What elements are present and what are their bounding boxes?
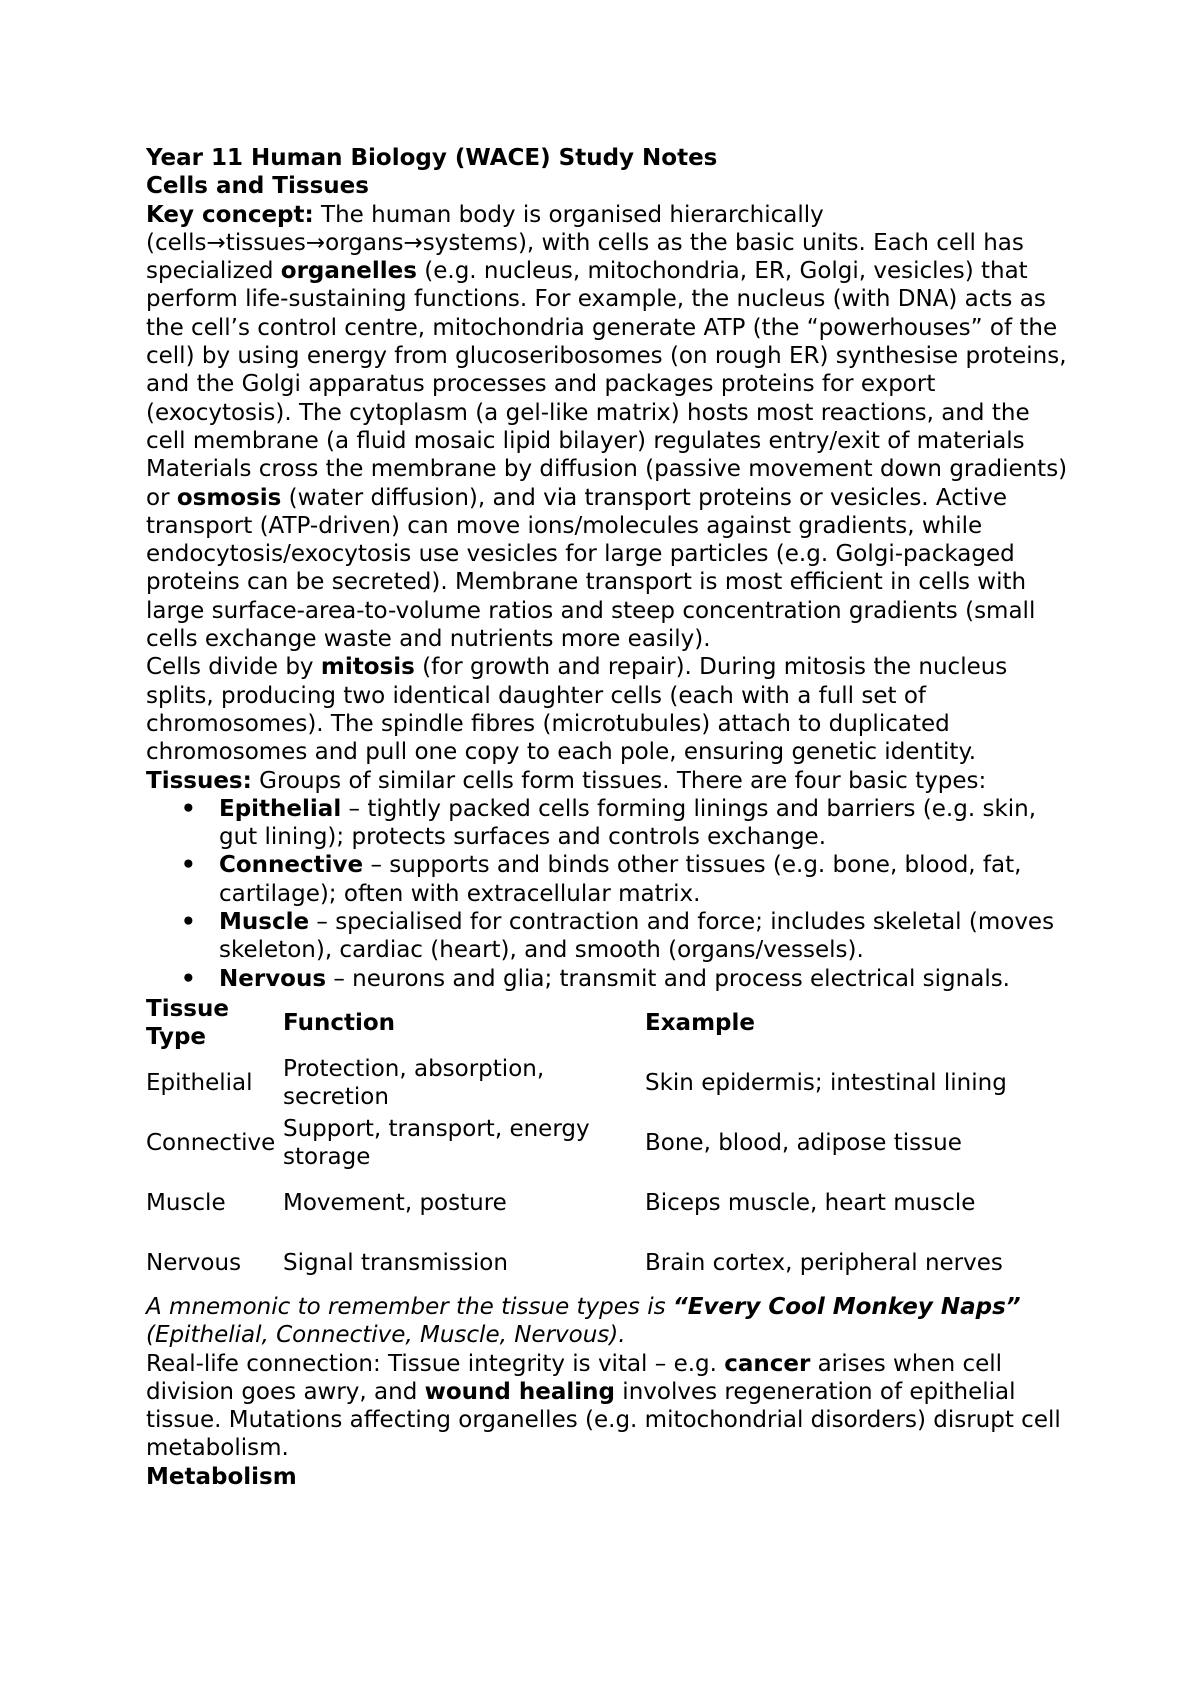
- mitosis-text-cont: (for growth and repair). During mitosis the nucleus splits, producing two identical daughter cells (each with a full set of chromosomes). The spindle fibres (microtubules) attach to duplicated chromosomes and pull one copy to each pole, ensuring genetic identity.: [146, 654, 1008, 766]
- wound-healing-term: wound healing: [424, 1378, 615, 1405]
- table-cell: Protection, absorption, secretion: [283, 1055, 545, 1110]
- list-item: [181, 795, 1076, 852]
- mnemonic-text-cont: (Epithelial, Connective, Muscle, Nervous).: [146, 1322, 626, 1349]
- mitosis-text: Cells divide by: [146, 654, 321, 681]
- tissues-intro-text: Groups of similar cells form tissues. There are four basic types:: [251, 767, 987, 794]
- table-row: [146, 1173, 1076, 1233]
- mnemonic-text: A mnemonic to remember the tissue types is: [146, 1293, 673, 1320]
- transport-text: Materials cross the membrane by diffusion (passive movement down gradients) or: [146, 456, 1068, 511]
- table-cell: Skin epidermis; intestinal lining: [645, 1069, 1007, 1096]
- table-cell: Connective: [146, 1129, 276, 1156]
- list-item-desc: – specialised for contraction and force; includes skeletal (moves skeleton), cardiac (heart), and smooth (organs/vessels).: [219, 909, 1055, 964]
- mnemonic-phrase: “Every Cool Monkey Naps”: [672, 1293, 1021, 1320]
- list-item: [181, 908, 1076, 965]
- real-life-text-cont: arises when cell division goes awry, and: [146, 1350, 1003, 1405]
- list-item-term: Epithelial: [219, 795, 342, 822]
- document-title: Year 11 Human Biology (WACE) Study Notes: [146, 145, 718, 171]
- real-life-text: Real-life connection: Tissue integrity is vital – e.g.: [146, 1350, 725, 1377]
- table-cell: Epithelial: [146, 1069, 253, 1096]
- bullet-icon: •: [181, 852, 196, 879]
- table-cell: Support, transport, energy storage: [283, 1115, 590, 1170]
- table-row: [146, 1113, 1076, 1173]
- mitosis-term: mitosis: [320, 654, 415, 681]
- cancer-term: cancer: [724, 1350, 811, 1377]
- list-item: [181, 851, 1076, 908]
- tissue-types-list: [146, 795, 1076, 993]
- list-item-term: Connective: [219, 852, 364, 879]
- table-header-cell: Tissue Type: [146, 995, 229, 1050]
- key-concept-text-cont: (e.g. nucleus, mitochondria, ER, Golgi, vesicles) that perform life-sustaining functions. For example, the nucleus (with DNA) acts as the cell’s control centre, mitochondria generate ATP (the “powerhouses” of the cell) by using energy from glucoseribosomes (on rough ER) synthesise proteins, and the Golgi apparatus processes and packages proteins for export (exocytosis). The cytoplasm (a gel-like matrix) hosts most reactions, and the cell membrane (a fluid mosaic lipid bilayer) regulates entry/exit of materials: [146, 258, 1067, 454]
- transport-text-cont: (water diffusion), and via transport proteins or vesicles. Active transport (ATP-driven) can move ions/molecules against gradients, while endocytosis/exocytosis use vesicles for large particles (e.g. Golgi-packaged proteins can be secreted). Membrane transport is most efficient in cells with large surface-area-to-volume ratios and steep concentration gradients (small cells exchange waste and nutrients more easily).: [146, 484, 1036, 653]
- mitosis-paragraph: [146, 653, 1076, 766]
- key-concept-paragraph: [146, 201, 1076, 456]
- real-life-paragraph: [146, 1350, 1076, 1463]
- bullet-icon: •: [181, 965, 196, 992]
- table-header-cell: Function: [283, 1009, 396, 1036]
- table-cell: Brain cortex, peripheral nerves: [645, 1249, 1003, 1276]
- mnemonic-paragraph: [146, 1293, 1076, 1350]
- section-heading-metabolism: Metabolism: [146, 1463, 297, 1490]
- tissue-table: [146, 993, 1076, 1293]
- document-body: [146, 144, 1076, 1491]
- tissues-label: Tissues:: [146, 767, 252, 794]
- table-header-row: [146, 993, 1076, 1053]
- list-item-desc: – neurons and glia; transmit and process electrical signals.: [326, 965, 1010, 992]
- table-cell: Signal transmission: [283, 1249, 508, 1276]
- key-concept-text: The human body is organised hierarchically (cells→tissues→organs→systems), with cells as the basic units. Each cell has specialized: [146, 201, 1024, 285]
- table-row: [146, 1053, 1076, 1113]
- list-item: [181, 965, 1076, 993]
- transport-paragraph: [146, 455, 1076, 653]
- table-header-cell: Example: [645, 1009, 755, 1036]
- osmosis-term: osmosis: [176, 484, 282, 511]
- section-heading-cells: Cells and Tissues: [146, 173, 369, 200]
- table-cell: Bone, blood, adipose tissue: [645, 1129, 962, 1156]
- table-cell: Biceps muscle, heart muscle: [645, 1189, 976, 1216]
- list-item-term: Nervous: [219, 965, 327, 992]
- table-row: [146, 1233, 1076, 1293]
- real-life-text-end: involves regeneration of epithelial tissue. Mutations affecting organelles (e.g. mitochondrial disorders) disrupt cell metabolism.: [146, 1378, 1061, 1462]
- list-item-desc: – tightly packed cells forming linings and barriers (e.g. skin, gut lining); protects surfaces and controls exchange.: [219, 795, 1037, 851]
- table-cell: Nervous: [146, 1249, 242, 1276]
- organelles-term: organelles: [280, 258, 417, 285]
- bullet-icon: •: [181, 909, 196, 936]
- list-item-desc: – supports and binds other tissues (e.g. bone, blood, fat, cartilage); often with extracellular matrix.: [219, 852, 1022, 907]
- key-concept-label: Key concept:: [146, 201, 314, 228]
- table-cell: Movement, posture: [283, 1189, 507, 1216]
- tissues-intro-paragraph: [146, 767, 1076, 795]
- list-item-term: Muscle: [219, 909, 310, 936]
- table-cell: Muscle: [146, 1189, 226, 1216]
- bullet-icon: •: [181, 795, 196, 822]
